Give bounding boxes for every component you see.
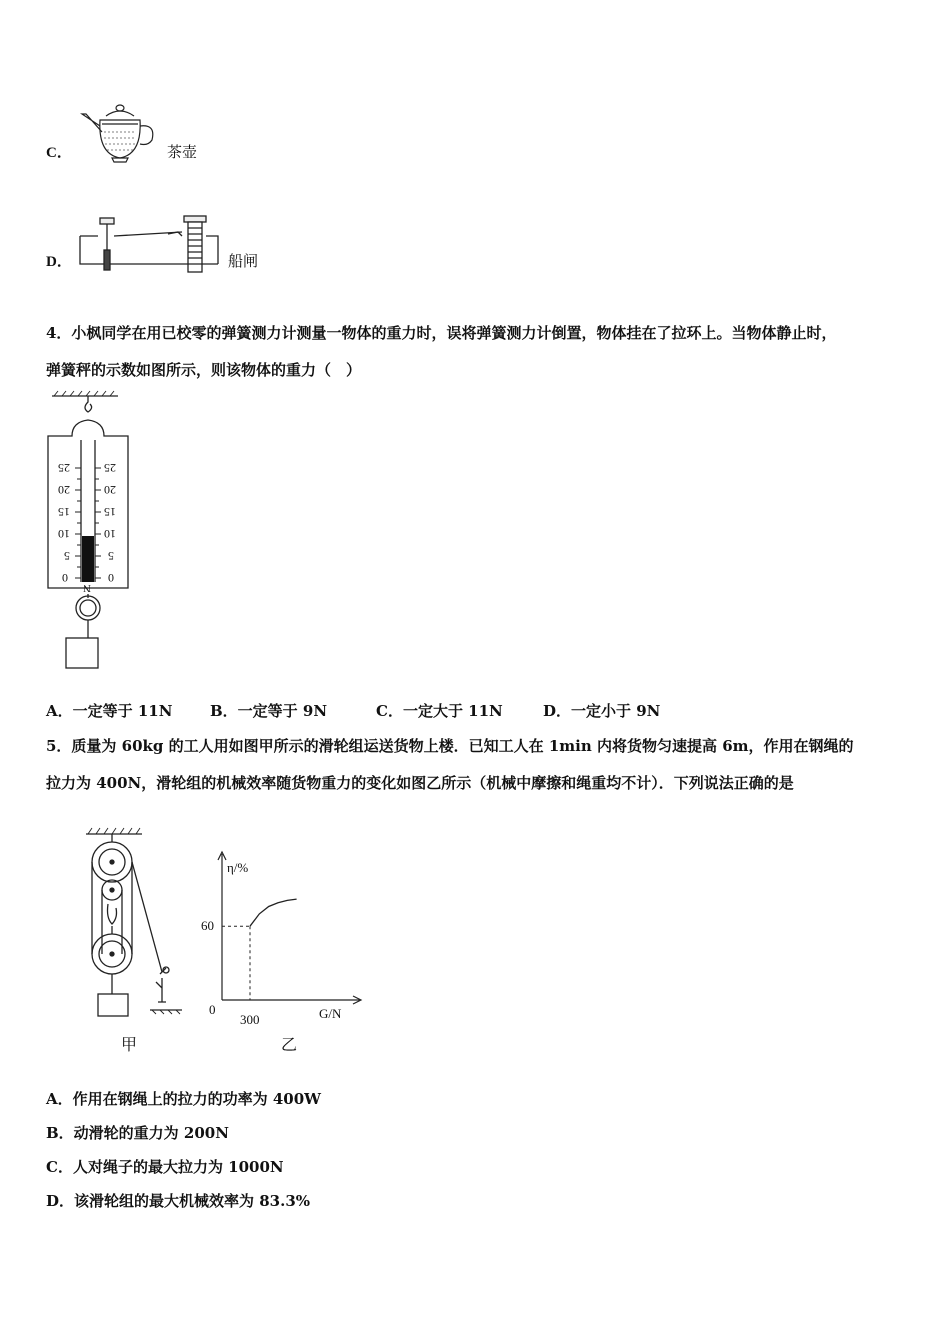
pulley-figure [80,826,190,1026]
y-tick-label: 60 [201,918,214,934]
x-origin-label: 0 [209,1002,216,1017]
scale-right-label: 10 [104,527,116,541]
efficiency-curve [250,899,297,926]
q5-option-d: D．该滑轮组的最大机械效率为 83.3% [46,1192,311,1210]
q4-option-c: C．一定大于 11N [376,702,503,720]
scale-left-label: 10 [58,527,70,541]
q5-option-c: C．人对绳子的最大拉力为 1000N [46,1158,284,1176]
pull-rope [132,862,162,972]
ship-lock-icon [78,212,224,276]
scale-right-label: 15 [104,505,116,519]
option-c-label: 茶壶 [167,143,198,161]
scale-right-label: 5 [108,549,114,563]
x-axis-label: G/N [319,1006,342,1021]
unit-label: N [83,582,91,594]
indicator-fill [82,536,94,582]
q4-text-line2: 弹簧秤的示数如图所示，则该物体的重力（ ） [46,361,362,379]
option-d-label: 船闸 [228,252,259,270]
scale-right-label: 25 [104,461,116,475]
q4-option-a: A．一定等于 11N [46,702,173,720]
scale-left-label: 5 [64,549,70,563]
fig-yi-label: 乙 [281,1037,298,1054]
q5-option-b: B．动滑轮的重力为 200N [46,1124,229,1142]
q4-text-line1: 4．小枫同学在用已校零的弹簧测力计测量一物体的重力时，误将弹簧测力计倒置，物体挂在了拉环上。当物体静止时， [46,324,837,342]
q4-option-d: D．一定小于 9N [543,702,661,720]
scale-left-label: 15 [58,505,70,519]
scale-left-label: 0 [62,571,68,585]
option-c-letter: C． [46,145,72,161]
x-tick-label: 300 [240,1012,260,1027]
scale-right-label: 20 [104,483,116,497]
scale-right-label: 0 [108,571,114,585]
scale-left-label: 25 [58,461,70,475]
spring-scale-figure [42,390,130,678]
hanging-object [66,638,98,668]
efficiency-chart [195,846,375,1036]
q5-text-line2: 拉力为 400N，滑轮组的机械效率随货物重力的变化如图乙所示（机械中摩擦和绳重均不计）．下列说法正确的是 [46,774,794,792]
option-d-letter: D． [46,254,72,270]
scale-left-label: 20 [58,483,70,497]
q5-text-line1: 5．质量为 60kg 的工人用如图甲所示的滑轮组运送货物上楼．已知工人在 1min 内将货物匀速提高 6m，作用在钢绳的 [46,737,854,755]
y-axis-label: η/% [227,860,249,875]
teapot-icon [78,102,162,164]
q4-option-b: B．一定等于 9N [210,702,328,720]
cargo-box [98,994,128,1016]
hook [85,396,92,412]
q5-option-a: A．作用在钢绳上的拉力的功率为 400W [46,1090,322,1108]
fig-jia-label: 甲 [121,1037,138,1054]
